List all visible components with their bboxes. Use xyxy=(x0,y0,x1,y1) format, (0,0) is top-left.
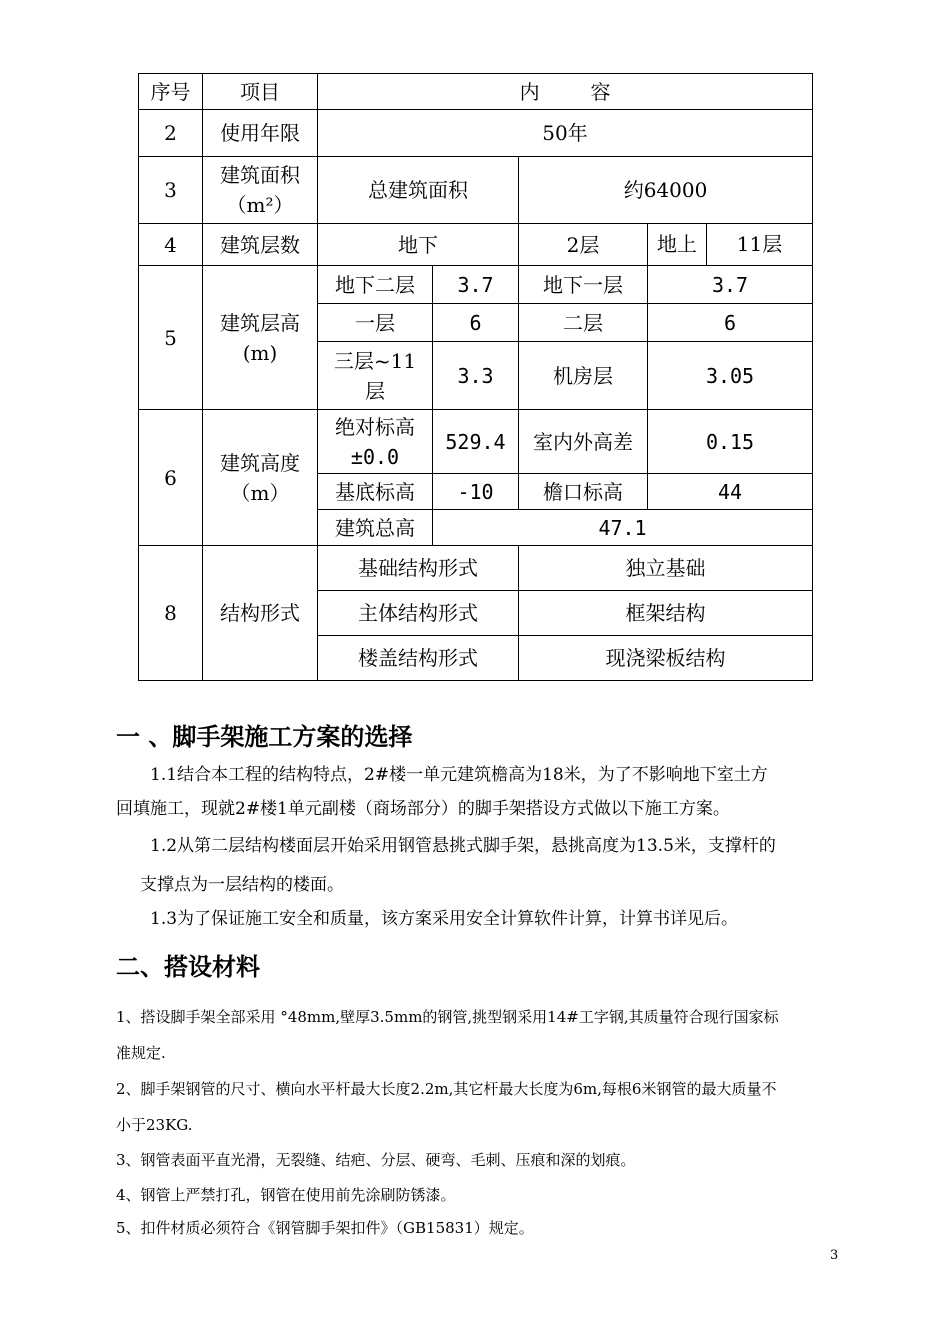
row5-d2: 6 xyxy=(648,304,813,342)
table-row xyxy=(139,224,813,266)
row6-c2: 檐口标高 xyxy=(519,474,648,510)
building-info-table xyxy=(138,73,813,681)
row6-a1 xyxy=(318,410,433,474)
row2-item: 使用年限 xyxy=(203,110,318,157)
row4-item: 建筑层数 xyxy=(203,224,318,266)
material-item-2-line2: 小于23KG. xyxy=(116,1116,193,1134)
section1-heading: 一 、脚手架施工方案的选择 xyxy=(116,723,413,751)
material-item-1-line2: 准规定. xyxy=(116,1044,166,1062)
row8-b3: 现浇梁板结构 xyxy=(519,636,813,681)
table-header-row xyxy=(139,74,813,110)
row6-a1-line1: 绝对标高 xyxy=(335,414,415,439)
header-seq: 序号 xyxy=(139,74,203,110)
row4-above-value: 11层 xyxy=(736,232,783,256)
row8-a2: 主体结构形式 xyxy=(318,591,519,636)
row3-value: 约64000 xyxy=(519,157,813,224)
row3-item xyxy=(203,157,318,224)
section1-p2-line1: 1.2从第二层结构楼面层开始采用钢管悬挑式脚手架，悬挑高度为13.5米，支撑杆的 xyxy=(150,836,776,856)
row5-d3: 3.05 xyxy=(648,342,813,410)
row5-c1: 地下一层 xyxy=(519,266,648,304)
section2-heading: 二、搭设材料 xyxy=(116,953,260,981)
row8-a1: 基础结构形式 xyxy=(318,546,519,591)
row2-value: 50年 xyxy=(318,110,813,157)
row6-a3: 建筑总高 xyxy=(318,510,433,546)
row6-d1: 0.15 xyxy=(648,410,813,474)
row5-a1: 地下二层 xyxy=(318,266,433,304)
row6-c1: 室内外高差 xyxy=(519,410,648,474)
row3-item-line2: （m²） xyxy=(226,193,294,217)
row5-d1: 3.7 xyxy=(648,266,813,304)
row6-item-line1: 建筑高度 xyxy=(220,450,300,475)
table-row xyxy=(139,266,813,304)
page-number: 3 xyxy=(830,1248,839,1263)
material-item-3: 3、钢管表面平直光滑，无裂缝、结疤、分层、硬弯、毛刺、压痕和深的划痕。 xyxy=(116,1151,636,1169)
row8-b2: 框架结构 xyxy=(519,591,813,636)
row5-a2: 一层 xyxy=(318,304,433,342)
row5-a3-line1: 三层~11 xyxy=(333,348,417,373)
row5-c2: 二层 xyxy=(519,304,648,342)
row4-underground-label: 地下 xyxy=(318,224,519,266)
material-item-1-line1: 1、搭设脚手架全部采用 °48mm,壁厚3.5mm的钢管,挑型钢采用14#工字钢,其质量符合现行国家标 xyxy=(116,1008,779,1026)
header-content: 内 容 xyxy=(318,74,813,110)
row5-b2: 6 xyxy=(433,304,519,342)
material-item-2-line1: 2、脚手架钢管的尺寸、横向水平杆最大长度2.2m,其它杆最大长度为6m,每根6米钢管的最大质量不 xyxy=(116,1080,777,1098)
row5-item xyxy=(203,266,318,410)
row5-item-line2: (m) xyxy=(242,340,278,365)
table-row xyxy=(139,410,813,474)
section1-p1-line1: 1.1结合本工程的结构特点，2#楼一单元建筑檐高为18米，为了不影响地下室土方 xyxy=(150,765,768,785)
table-row xyxy=(139,546,813,591)
table-row xyxy=(139,157,813,224)
row6-seq: 6 xyxy=(139,410,203,546)
section1-p3: 1.3为了保证施工安全和质量，该方案采用安全计算软件计算，计算书详见后。 xyxy=(150,909,739,929)
row4-seq: 4 xyxy=(139,224,203,266)
row4-above-label: 地上 xyxy=(648,224,707,265)
row8-seq: 8 xyxy=(139,546,203,681)
row6-a2: 基底标高 xyxy=(318,474,433,510)
row4-above-cell xyxy=(648,224,813,266)
material-item-5: 5、扣件材质必须符合《钢管脚手架扣件》（GB15831）规定。 xyxy=(116,1219,534,1237)
header-item: 项目 xyxy=(203,74,318,110)
section1-p2-line2: 支撑点为一层结构的楼面。 xyxy=(140,875,344,895)
row5-a3 xyxy=(318,342,433,410)
row5-c3: 机房层 xyxy=(519,342,648,410)
row8-b1: 独立基础 xyxy=(519,546,813,591)
section1-p1-line2: 回填施工，现就2#楼1单元副楼（商场部分）的脚手架搭设方式做以下施工方案。 xyxy=(116,799,730,819)
row5-b3: 3.3 xyxy=(433,342,519,410)
row2-seq: 2 xyxy=(139,110,203,157)
row5-item-line1: 建筑层高 xyxy=(220,310,300,335)
row5-b1: 3.7 xyxy=(433,266,519,304)
row3-item-line1: 建筑面积 xyxy=(220,163,300,187)
row5-seq: 5 xyxy=(139,266,203,410)
row6-item xyxy=(203,410,318,546)
material-item-4: 4、钢管上严禁打孔，钢管在使用前先涂刷防锈漆。 xyxy=(116,1186,456,1204)
row6-a1-line2: ±0.0 xyxy=(350,444,400,469)
row6-b1: 529.4 xyxy=(433,410,519,474)
row6-d2: 44 xyxy=(648,474,813,510)
row6-b2: -10 xyxy=(433,474,519,510)
row3-label: 总建筑面积 xyxy=(318,157,519,224)
row8-item: 结构形式 xyxy=(203,546,318,681)
row8-a3: 楼盖结构形式 xyxy=(318,636,519,681)
row5-a3-line2: 层 xyxy=(365,378,385,403)
row6-b3: 47.1 xyxy=(433,510,813,546)
row4-underground-value: 2层 xyxy=(519,224,648,266)
table-row xyxy=(139,110,813,157)
row6-item-line2: （m） xyxy=(230,480,290,505)
row3-seq: 3 xyxy=(139,157,203,224)
